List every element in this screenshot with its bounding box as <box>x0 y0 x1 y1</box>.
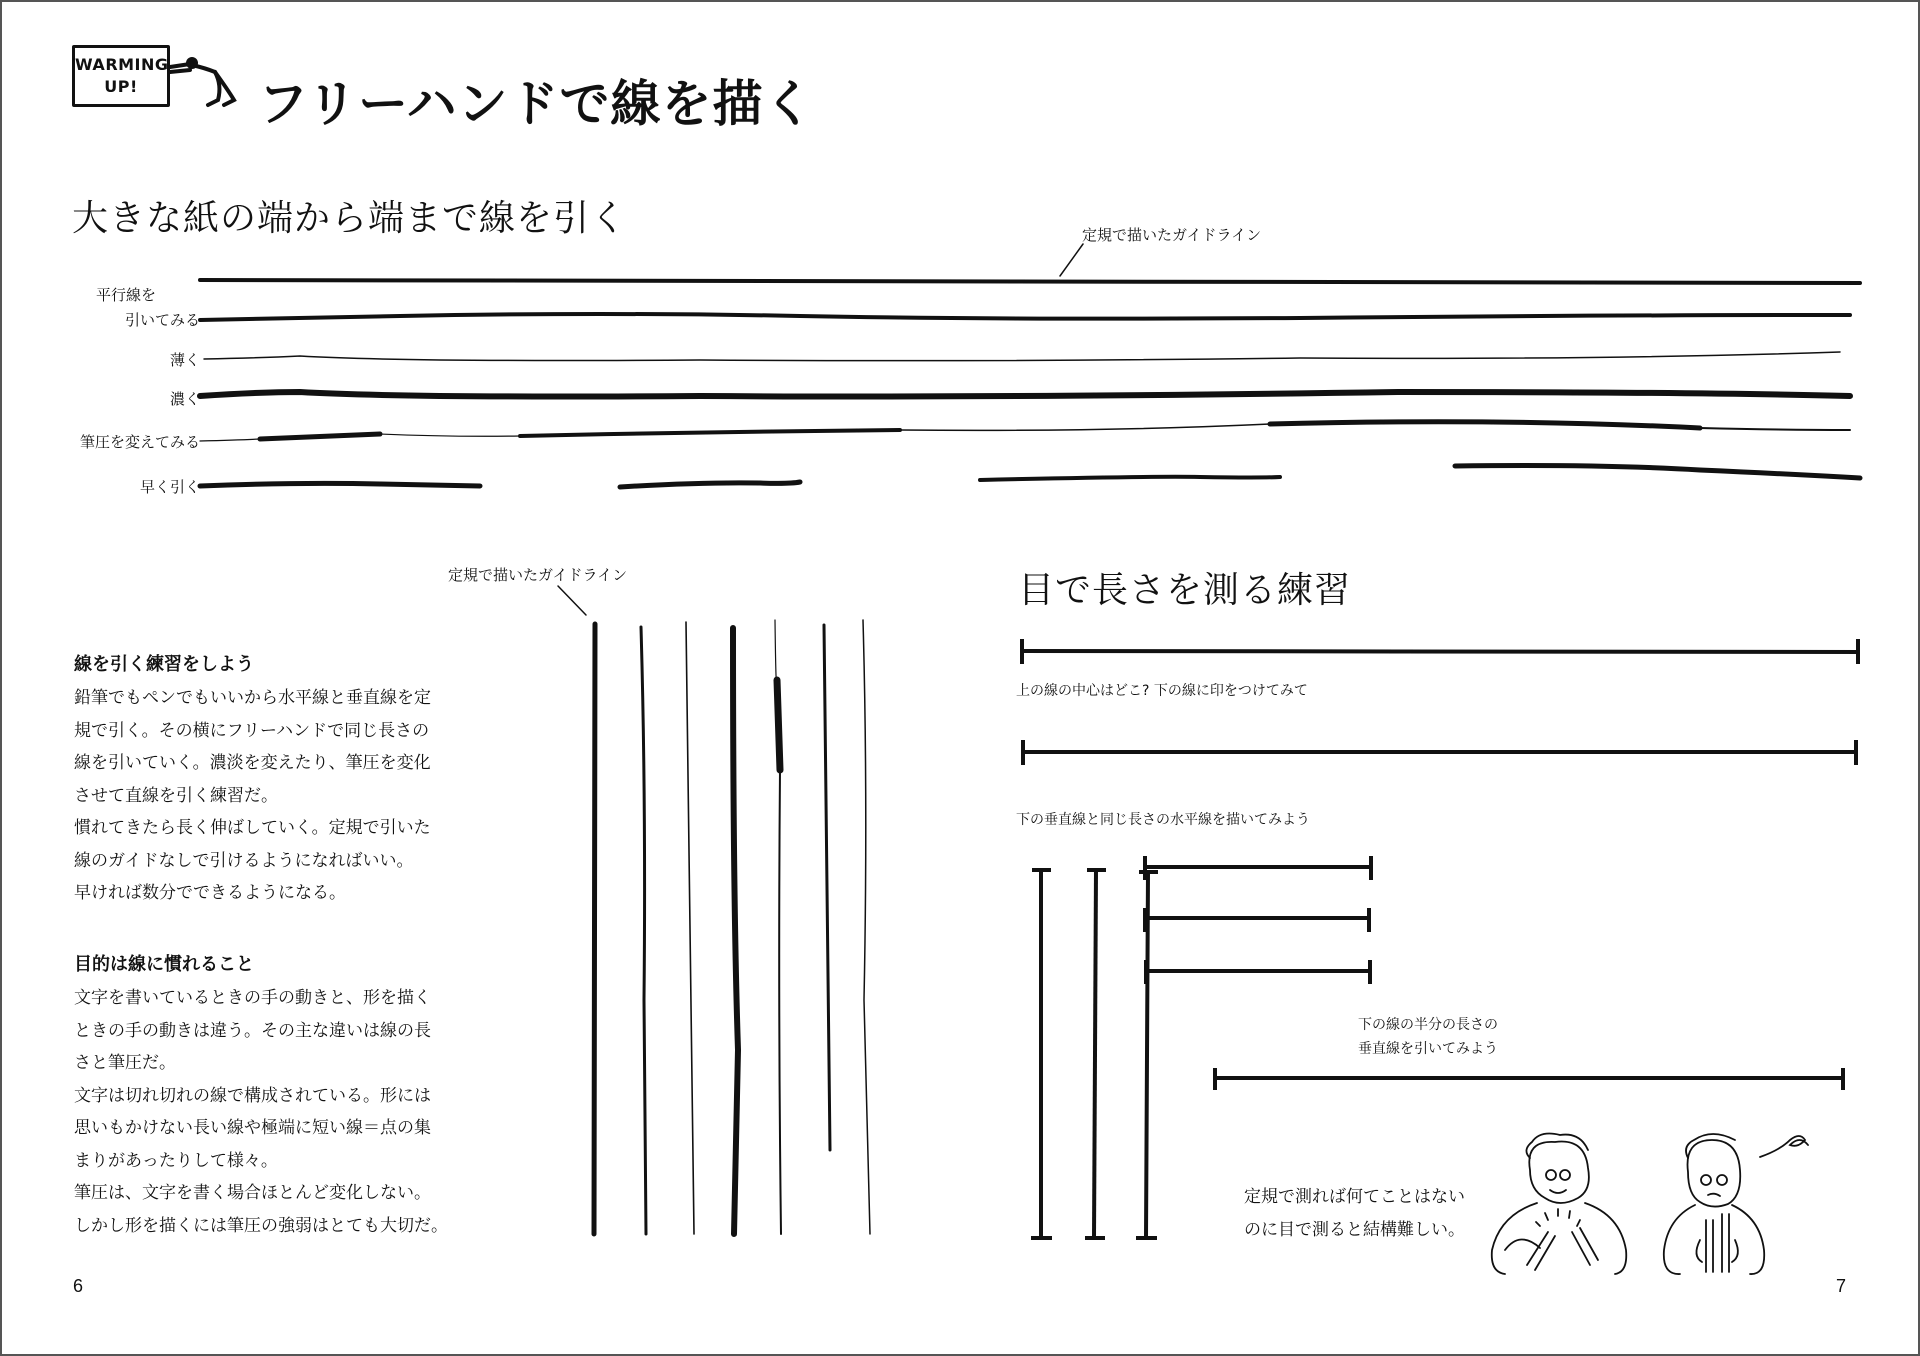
text-line: 慣れてきたら長く伸ばしていく。定規で引いた <box>74 818 431 838</box>
page-number-right: 7 <box>1836 1276 1847 1296</box>
paragraph-practice <box>74 682 431 910</box>
row-label-dark: 濃く <box>169 390 200 408</box>
instruction-half-length <box>1358 1013 1498 1061</box>
row-label-fast: 早く引く <box>139 478 200 496</box>
text-line: しかし形を描くには筆圧の強弱はとても大切だ。 <box>74 1215 448 1236</box>
text-line: 線のガイドなしで引けるようになればいい。 <box>74 850 414 871</box>
row-label-parallel-2: 引いてみる <box>124 311 200 329</box>
instruction-center: 上の線の中心はどこ? 下の線に印をつけてみて <box>1016 683 1308 699</box>
text-line: ときの手の動きは違う。その主な違いは線の長 <box>74 1020 431 1041</box>
text-line: 定規で測れば何てことはない <box>1244 1187 1465 1207</box>
badge-line1: WARMING <box>75 55 169 74</box>
text-line: 早ければ数分でできるようになる。 <box>74 883 346 903</box>
guide-label-horizontal: 定規で描いたガイドライン <box>1082 226 1262 244</box>
text-line: 文字を書いているときの手の動きと、形を描く <box>74 988 431 1008</box>
badge-line2: UP! <box>104 77 138 96</box>
text-line: 垂直線を引いてみよう <box>1358 1041 1498 1057</box>
page-number-left: 6 <box>73 1276 84 1296</box>
text-line: 文字は切れ切れの線で構成されている。形には <box>74 1085 431 1106</box>
row-label-light: 薄く <box>169 351 200 369</box>
text-line: 思いもかけない長い線や極端に短い線＝点の集 <box>74 1118 431 1138</box>
row-label-pressure: 筆圧を変えてみる <box>79 433 200 451</box>
text-line: させて直線を引く練習だ。 <box>74 785 278 806</box>
paragraph-purpose <box>74 982 448 1242</box>
section3-title: 目で長さを測る練習 <box>1018 570 1352 611</box>
heading-purpose: 目的は線に慣れること <box>74 954 254 975</box>
section1-title: 大きな紙の端から端まで線を引く <box>72 198 628 239</box>
text-line: 下の線の半分の長さの <box>1358 1017 1498 1033</box>
warming-up-badge <box>72 45 170 107</box>
text-line: 筆圧は、文字を書く場合ほとんど変化しない。 <box>74 1183 431 1203</box>
page-title: フリーハンドで線を描く <box>258 75 815 133</box>
guide-label-vertical: 定規で描いたガイドライン <box>448 566 628 584</box>
text-line: さと筆圧だ。 <box>74 1053 176 1073</box>
text-line: のに目で測ると結構難しい。 <box>1244 1220 1465 1240</box>
text-line: 規で引く。その横にフリーハンドで同じ長さの <box>74 720 430 741</box>
text-line: 線を引いていく。濃淡を変えたり、筆圧を変化 <box>74 753 431 773</box>
caption <box>1244 1181 1465 1247</box>
text-line: まりがあったりして様々。 <box>74 1150 278 1171</box>
heading-practice: 線を引く練習をしよう <box>74 654 254 675</box>
row-label-parallel-1: 平行線を <box>95 286 156 304</box>
text-line: 鉛筆でもペンでもいいから水平線と垂直線を定 <box>74 688 431 708</box>
instruction-same-length: 下の垂直線と同じ長さの水平線を描いてみよう <box>1016 812 1310 828</box>
